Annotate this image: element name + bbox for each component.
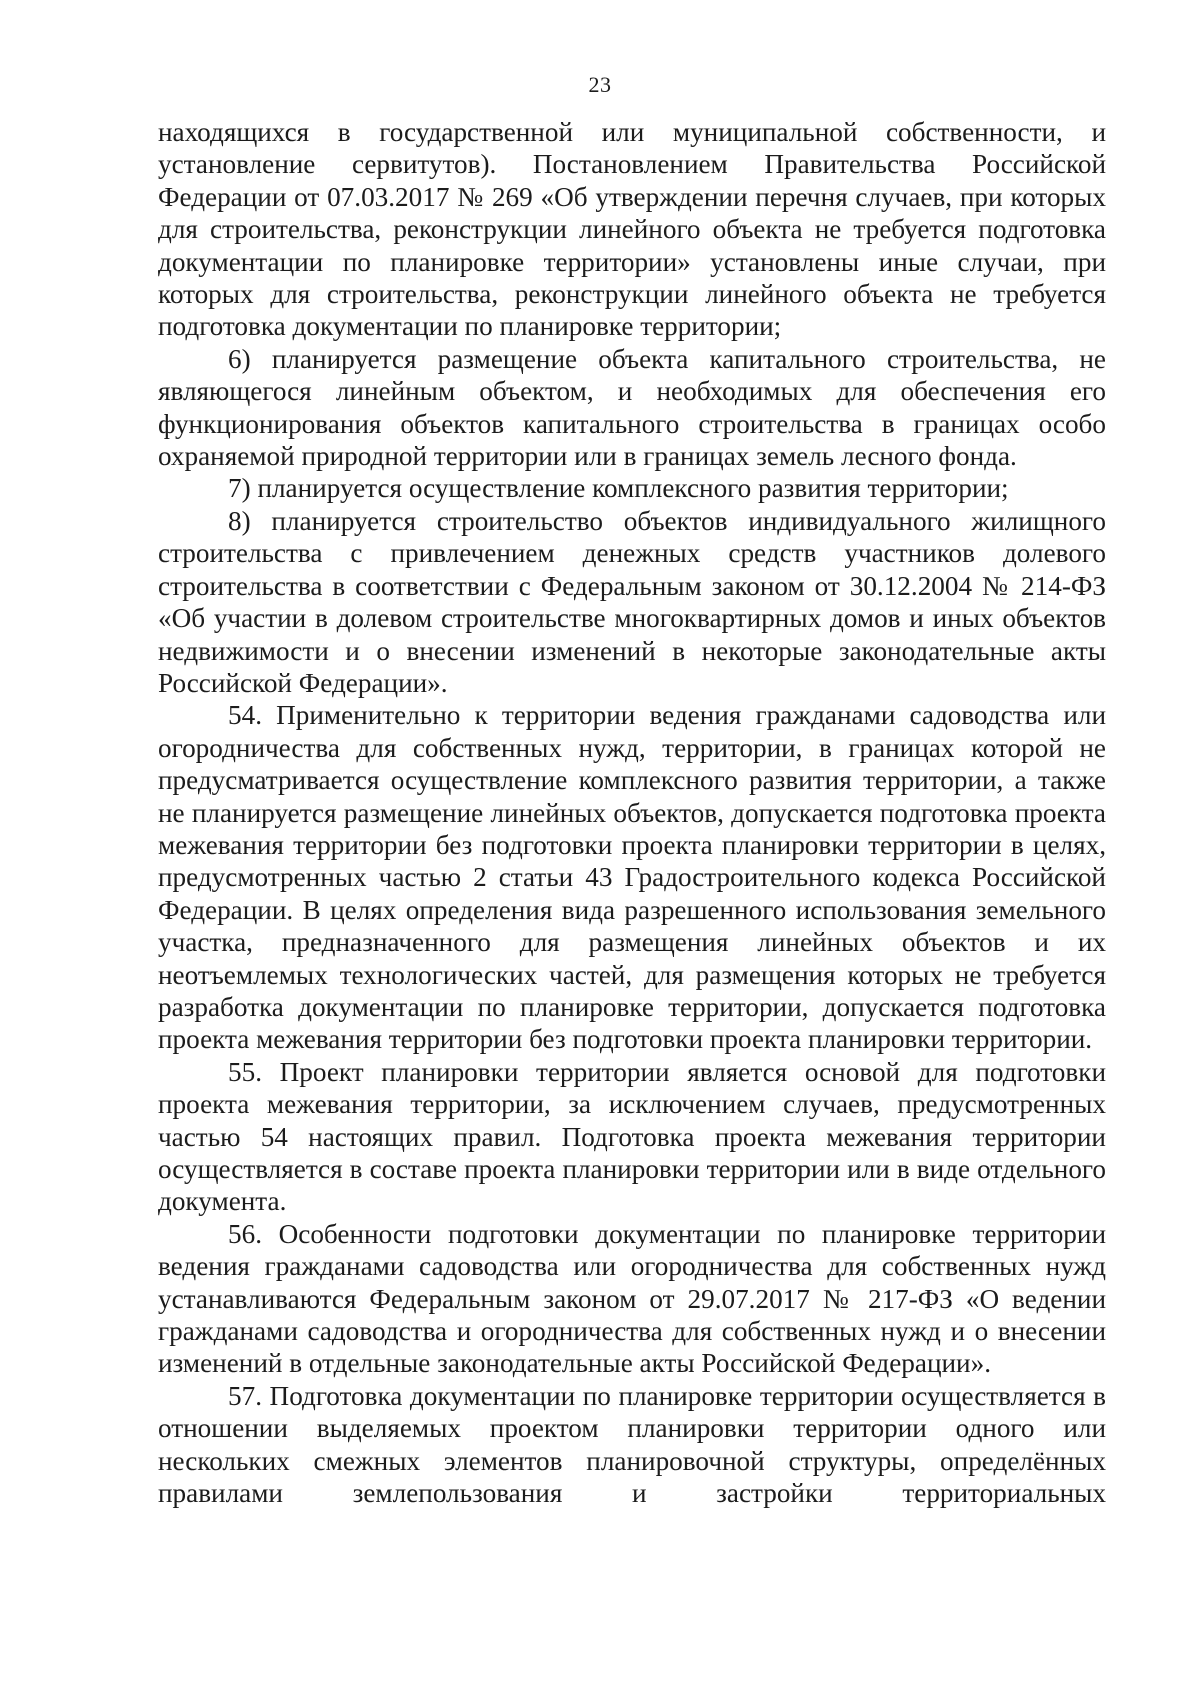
- paragraph-55: 55. Проект планировки территории является основой для подготовки проекта межевания территории, за исключением случаев, предусмотренных частью 54 настоящих правил. Подготовка проекта межевания территории осуществляется в составе проекта планировки территории или в виде отдельного документа.: [158, 1056, 1106, 1217]
- paragraph-57: 57. Подготовка документации по планировке территории осуществляется в отношении выделяемых проектом планировки территории одного или нескольких смежных элементов планировочной структуры, определённых правилами землепользования и застройки территориальных: [158, 1380, 1106, 1509]
- paragraph-continuation: находящихся в государственной или муниципальной собственности, и установление сервитутов). Постановлением Правительства Российской Федерации от 07.03.2017 № 269 «Об утверждении перечня случаев, при которых для строительства, реконструкции линейного объекта не требуется подготовка документации по планировке территории» установлены иные случаи, при которых для строительства, реконструкции линейного объекта не требуется подготовка документации по планировке территории;: [158, 117, 1106, 342]
- paragraph-54: 54. Применительно к территории ведения гражданами садоводства или огородничества для собственных нужд, территории, в границах которой не предусматривается осуществление комплексного развития территории, а также не планируется размещение линейных объектов, допускается подготовка проекта межевания территории без подготовки проекта планировки территории в целях, предусмотренных частью 2 статьи 43 Градостроительного кодекса Российской Федерации. В целях определения вида разрешенного использования земельного участка, предназначенного для размещения линейных объектов и их неотъемлемых технологических частей, для размещения которых не требуется разработка документации по планировке территории, допускается подготовка проекта межевания территории без подготовки проекта планировки территории.: [158, 700, 1106, 1055]
- paragraph-item-6: 6) планируется размещение объекта капитального строительства, не являющегося линейным объектом, и необходимых для обеспечения его функционирования объектов капитального строительства в границах особо охраняемой природной территории или в границах земель лесного фонда.: [158, 343, 1106, 472]
- page-number: 23: [588, 72, 612, 97]
- paragraph-56: 56. Особенности подготовки документации по планировке территории ведения гражданами садоводства или огородничества для собственных нужд устанавливаются Федеральным законом от 29.07.2017 № 217-ФЗ «О ведении гражданами садоводства и огородничества для собственных нужд и о внесении изменений в отдельные законодательные акты Российской Федерации».: [158, 1218, 1106, 1379]
- paragraph-item-7: 7) планируется осуществление комплексного развития территории;: [228, 473, 1009, 504]
- document-body: [158, 116, 1106, 1509]
- paragraph-item-8: 8) планируется строительство объектов индивидуального жилищного строительства с привлечением денежных средств участников долевого строительства в соответствии с Федеральным законом от 30.12.2004 № 214-ФЗ «Об участии в долевом строительстве многоквартирных домов и иных объектов недвижимости и о внесении изменений в некоторые законодательные акты Российской Федерации».: [158, 505, 1106, 698]
